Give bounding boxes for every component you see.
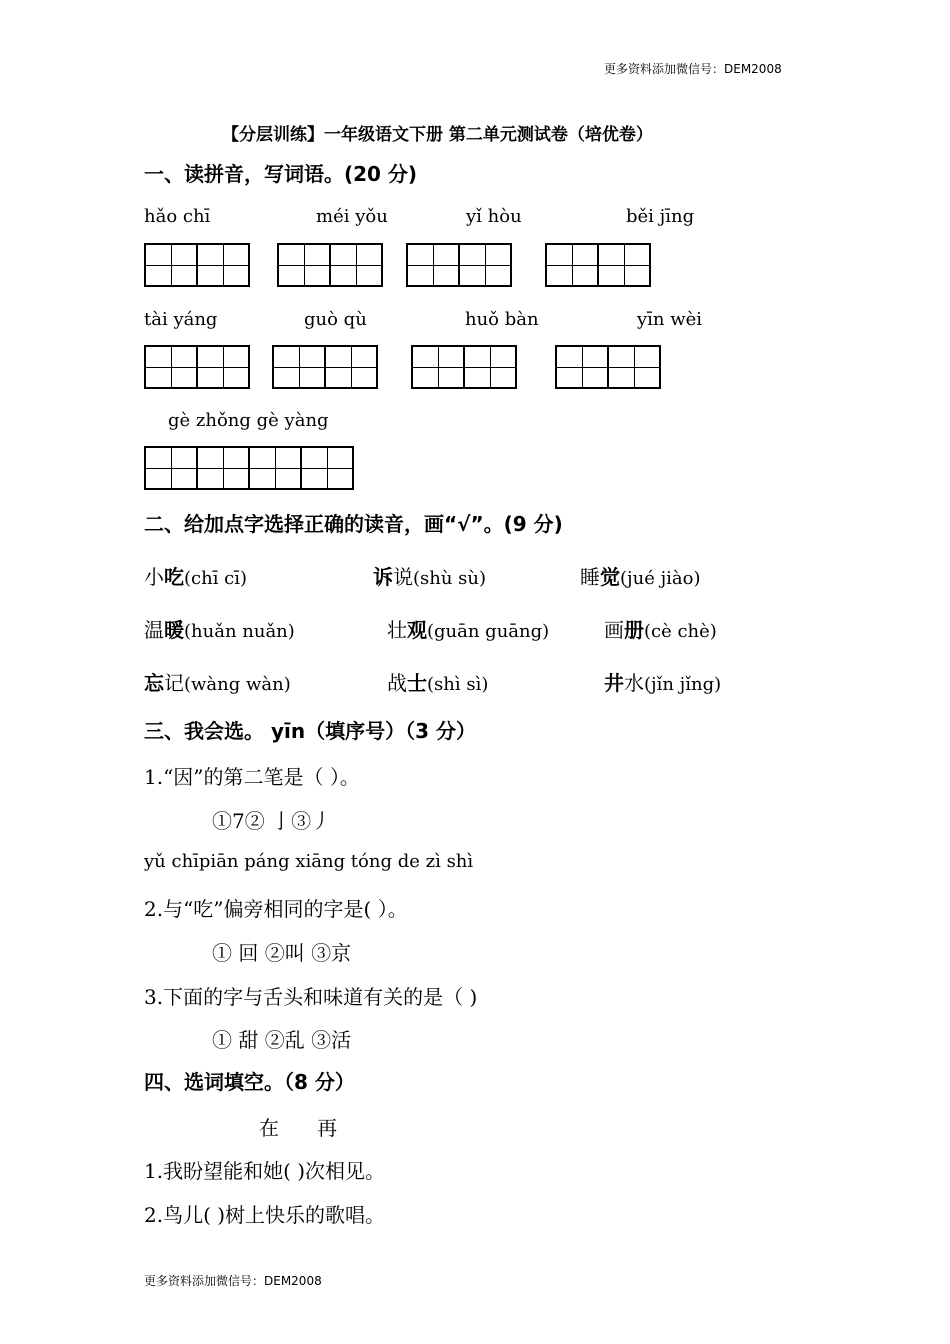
pinyin-6: guò qù: [304, 309, 367, 330]
writing-grid-2[interactable]: [277, 243, 381, 287]
reading-item-5: [387, 614, 549, 643]
writing-grid-6[interactable]: [272, 345, 376, 389]
dotted-char: 井: [604, 671, 624, 695]
reading-item-8: [387, 667, 488, 696]
dotted-char: 册: [624, 618, 644, 642]
reading-item-4: [144, 614, 295, 643]
reading-item-2: [373, 561, 486, 590]
reading-options[interactable]: (huǎn nuǎn): [184, 621, 295, 642]
reading-options[interactable]: (chī cī): [184, 568, 248, 589]
grid-cell[interactable]: [597, 243, 651, 287]
pinyin-3: yǐ hòu: [466, 206, 522, 227]
writing-grid-5[interactable]: [144, 345, 248, 389]
reading-options[interactable]: (wàng wàn): [184, 674, 291, 695]
pinyin-7: huǒ bàn: [465, 309, 539, 330]
reading-options[interactable]: (jǐn jǐng): [644, 674, 722, 695]
grid-cell[interactable]: [277, 243, 331, 287]
grid-cell[interactable]: [248, 446, 302, 490]
writing-grid-1[interactable]: [144, 243, 248, 287]
grid-cell[interactable]: [144, 243, 198, 287]
page-footer: 更多资料添加微信号：DEM2008: [144, 1274, 322, 1288]
pinyin-line: yǔ chīpiān páng xiāng tóng de zì shì: [144, 851, 474, 872]
question-4-1: 1.我盼望能和她( )次相见。: [144, 1159, 386, 1183]
grid-cell[interactable]: [545, 243, 599, 287]
reading-options[interactable]: (shì sì): [427, 674, 489, 695]
pinyin-1: hǎo chī: [144, 206, 211, 227]
word-choices: 在 再: [259, 1116, 338, 1140]
dotted-char: 士: [407, 671, 427, 695]
reading-options[interactable]: (guān guāng): [427, 621, 550, 642]
reading-item-6: [604, 614, 717, 643]
writing-grid-7[interactable]: [411, 345, 515, 389]
dotted-char: 觉: [600, 565, 620, 589]
dotted-char: 吃: [164, 565, 184, 589]
reading-item-3: [580, 561, 701, 590]
plain-char: 水: [624, 671, 644, 695]
grid-cell[interactable]: [406, 243, 460, 287]
plain-char: 温: [144, 618, 164, 642]
question-4-2: 2.鸟儿( )树上快乐的歌唱。: [144, 1203, 386, 1227]
dotted-char: 观: [407, 618, 427, 642]
grid-cell[interactable]: [144, 446, 198, 490]
section-1-heading: 一、读拼音，写词语。(20 分): [144, 162, 418, 186]
reading-item-7: [144, 667, 291, 696]
reading-item-1: [144, 561, 247, 590]
reading-item-9: [604, 667, 721, 696]
grid-cell[interactable]: [458, 243, 512, 287]
page-header: 更多资料添加微信号：DEM2008: [604, 62, 782, 76]
grid-cell[interactable]: [324, 345, 378, 389]
reading-options[interactable]: (jué jiào): [620, 568, 701, 589]
page-title: 【分层训练】一年级语文下册 第二单元测试卷（培优卷）: [222, 125, 653, 145]
grid-cell[interactable]: [300, 446, 354, 490]
reading-options[interactable]: (cè chè): [644, 621, 717, 642]
question-3-3: 3.下面的字与舌头和味道有关的是（ ): [144, 985, 478, 1009]
section-3-heading: 三、我会选。 yīn（填序号）（3 分）: [144, 719, 476, 743]
plain-char: 小: [144, 565, 164, 589]
options-3-3[interactable]: ① 甜 ②乱 ③活: [212, 1028, 352, 1052]
grid-cell[interactable]: [144, 345, 198, 389]
plain-char: 画: [604, 618, 624, 642]
dotted-char: 诉: [373, 565, 393, 589]
writing-grid-4[interactable]: [545, 243, 649, 287]
writing-grid-9[interactable]: [144, 446, 352, 490]
pinyin-9: gè zhǒng gè yàng: [168, 410, 329, 431]
section-2-heading: 二、给加点字选择正确的读音，画“√”。(9 分): [144, 512, 563, 536]
dotted-char: 忘: [144, 671, 164, 695]
grid-cell[interactable]: [196, 243, 250, 287]
pinyin-4: běi jīng: [626, 206, 695, 227]
grid-cell[interactable]: [196, 345, 250, 389]
writing-grid-8[interactable]: [555, 345, 659, 389]
plain-char: 战: [387, 671, 407, 695]
section-4-heading: 四、选词填空。（8 分）: [144, 1070, 355, 1094]
options-3-1[interactable]: ①7② 亅③丿: [212, 809, 332, 833]
grid-cell[interactable]: [555, 345, 609, 389]
reading-options[interactable]: (shù sù): [413, 568, 487, 589]
question-3-2: 2.与“吃”偏旁相同的字是( ）。: [144, 897, 408, 921]
grid-cell[interactable]: [463, 345, 517, 389]
pinyin-2: méi yǒu: [316, 206, 388, 227]
grid-cell[interactable]: [411, 345, 465, 389]
grid-cell[interactable]: [607, 345, 661, 389]
plain-char: 壮: [387, 618, 407, 642]
options-3-2[interactable]: ① 回 ②叫 ③京: [212, 941, 352, 965]
question-3-1: 1.“因”的第二笔是（ ）。: [144, 765, 360, 789]
pinyin-8: yīn wèi: [637, 309, 703, 330]
plain-char: 记: [164, 671, 184, 695]
plain-char: 说: [393, 565, 413, 589]
dotted-char: 暖: [164, 618, 184, 642]
grid-cell[interactable]: [196, 446, 250, 490]
writing-grid-3[interactable]: [406, 243, 510, 287]
pinyin-5: tài yáng: [144, 309, 218, 330]
grid-cell[interactable]: [272, 345, 326, 389]
plain-char: 睡: [580, 565, 600, 589]
grid-cell[interactable]: [329, 243, 383, 287]
